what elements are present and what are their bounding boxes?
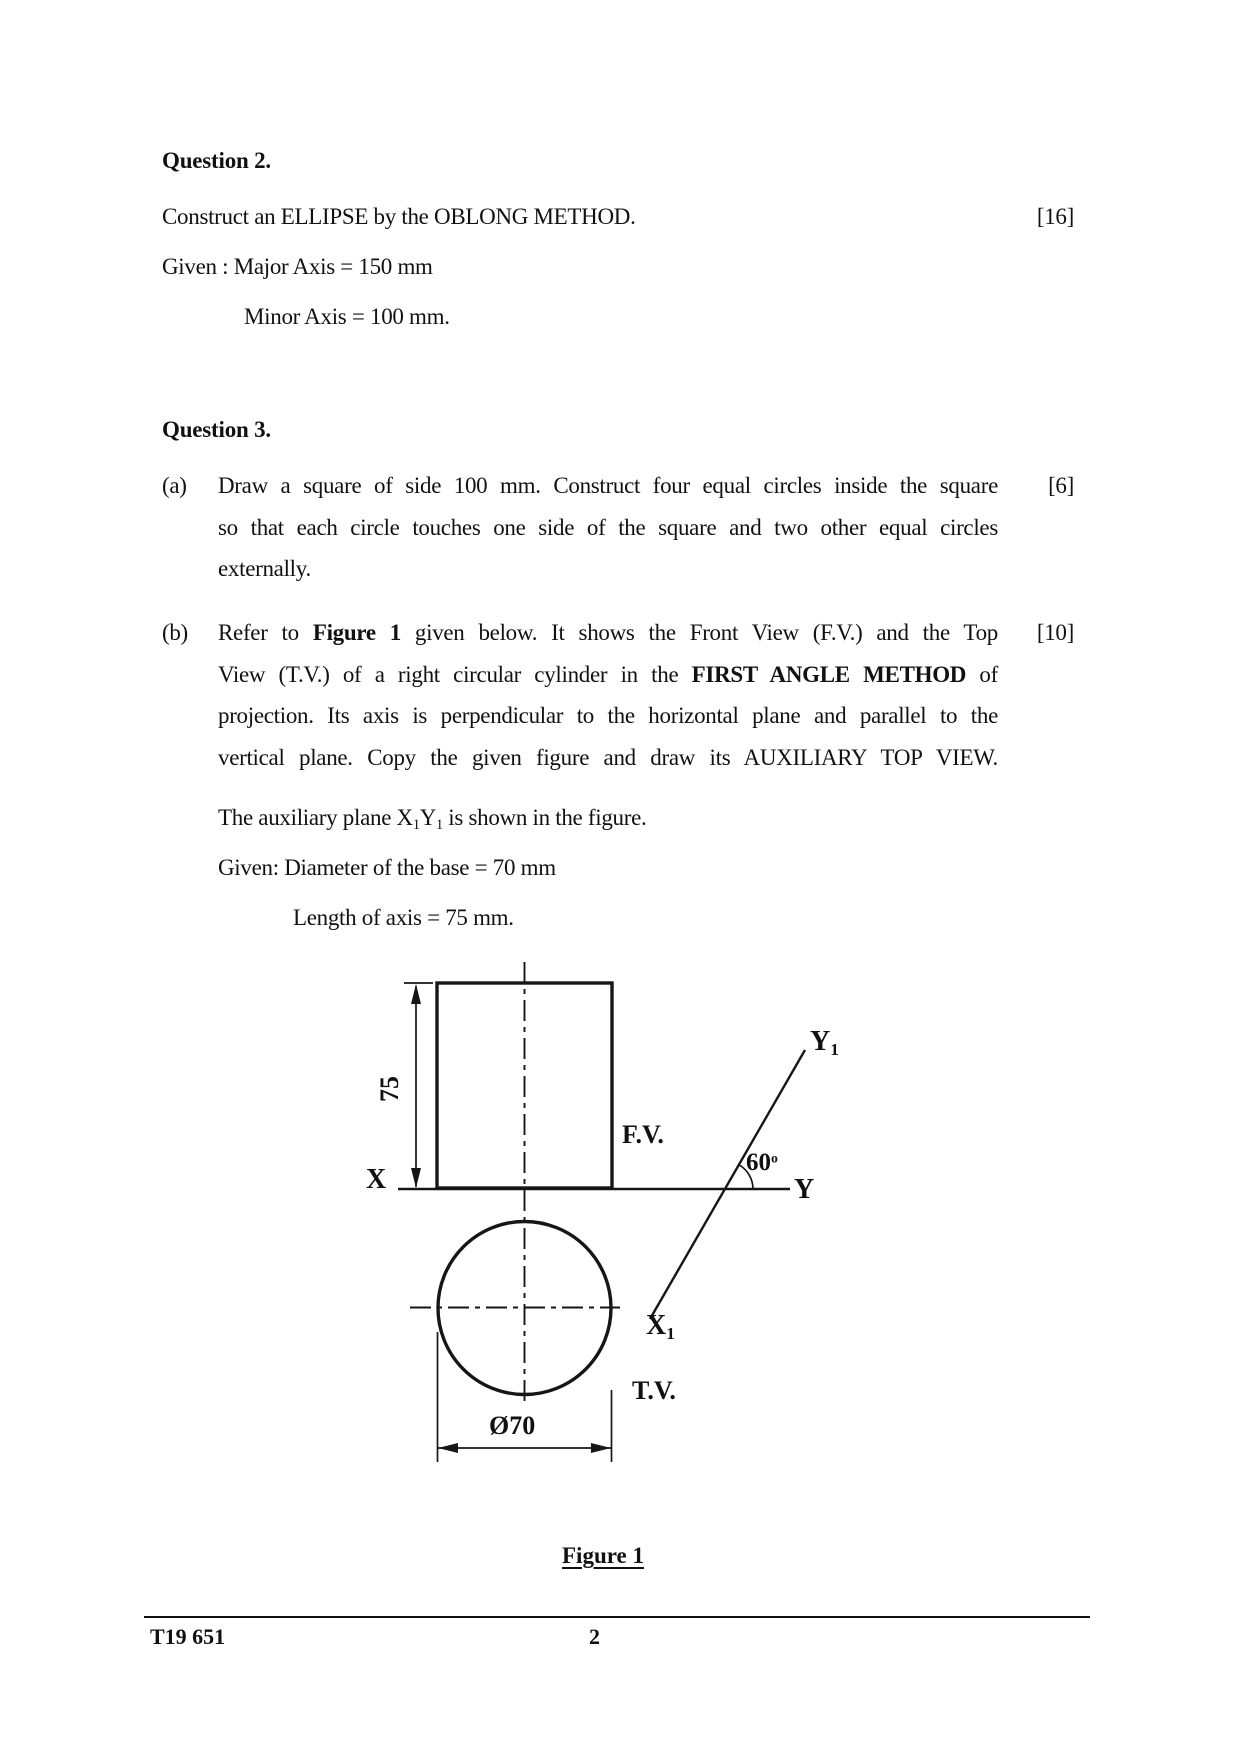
figure-label-x: X (366, 1164, 387, 1195)
question-2-given-minor-axis: Minor Axis = 100 mm. (244, 304, 450, 329)
question-3b-aux-plane-line: The auxiliary plane $X_1Y_1$ is shown in the figure. (218, 805, 647, 833)
question-2-heading: Question 2. (162, 148, 271, 173)
subscript-1: 1 (666, 1323, 675, 1343)
question-3b-given-diameter: Given: Diameter of the base = 70 mm (218, 855, 556, 880)
subscript-1: 1 (412, 816, 420, 833)
question-3a-line-2: so that each circle touches one side of the square and two other equal circles (218, 514, 998, 540)
figure-1-drawing (330, 950, 890, 1480)
question-3b-given-axis-length: Length of axis = 75 mm. (293, 905, 514, 930)
question-2-marks: [16] (1036, 204, 1074, 229)
question-3a-line-3: externally. (218, 556, 311, 581)
question-3b-line-3: projection. Its axis is perpendicular to the horizontal plane and parallel to the (218, 703, 998, 728)
subscript-1: 1 (830, 1039, 839, 1059)
figure-label-x1: $X_1$ (646, 1310, 675, 1343)
question-3b-paragraph (218, 620, 998, 786)
footer-divider (144, 1616, 1090, 1618)
question-3-heading: Question 3. (162, 417, 271, 442)
figure-label-y1: $Y_1$ (810, 1026, 839, 1059)
figure-label-top-view: T.V. (632, 1376, 676, 1405)
question-3a-marks: [6] (1048, 473, 1074, 498)
arrowhead-right-icon (591, 1443, 611, 1453)
figure-label-front-view: F.V. (622, 1120, 664, 1149)
arrowhead-up-icon (411, 984, 421, 1004)
figure-label-angle: 60$^o$ (746, 1149, 778, 1176)
arrowhead-down-icon (411, 1168, 421, 1188)
figure-label-diameter-dimension: Ø70 (489, 1411, 536, 1440)
question-3a-paragraph (218, 473, 998, 598)
question-3a-label: (a) (162, 473, 187, 498)
question-3b-line-2: View (T.V.) of a right circular cylinder in the FIRST ANGLE METHOD of (218, 661, 998, 687)
figure-1-caption: Figure 1 (562, 1543, 644, 1568)
question-3a-line-1: Draw a square of side 100 mm. Construct four equal circles inside the square (218, 473, 998, 498)
question-3b-line-4: vertical plane. Copy the given figure and draw its AUXILIARY TOP VIEW. (218, 744, 998, 770)
arrowhead-left-icon (438, 1443, 458, 1453)
degree-superscript: o (771, 1150, 778, 1166)
question-3b-marks: [10] (1036, 620, 1074, 645)
footer-paper-code: T19 651 (150, 1624, 226, 1649)
question-2-statement: Construct an ELLIPSE by the OBLONG METHOD. (162, 204, 636, 229)
figure-label-y: Y (794, 1174, 815, 1205)
question-3b-line-1: Refer to Figure 1 given below. It shows the Front View (F.V.) and the Top (218, 620, 998, 645)
question-2-given-major-axis: Given : Major Axis = 150 mm (162, 254, 433, 279)
question-3b-label: (b) (162, 620, 188, 645)
footer-page-number: 2 (589, 1624, 600, 1649)
subscript-1: 1 (436, 816, 443, 833)
auxiliary-plane-line (650, 1050, 805, 1319)
figure-label-height-dimension: 75 (375, 1076, 404, 1102)
